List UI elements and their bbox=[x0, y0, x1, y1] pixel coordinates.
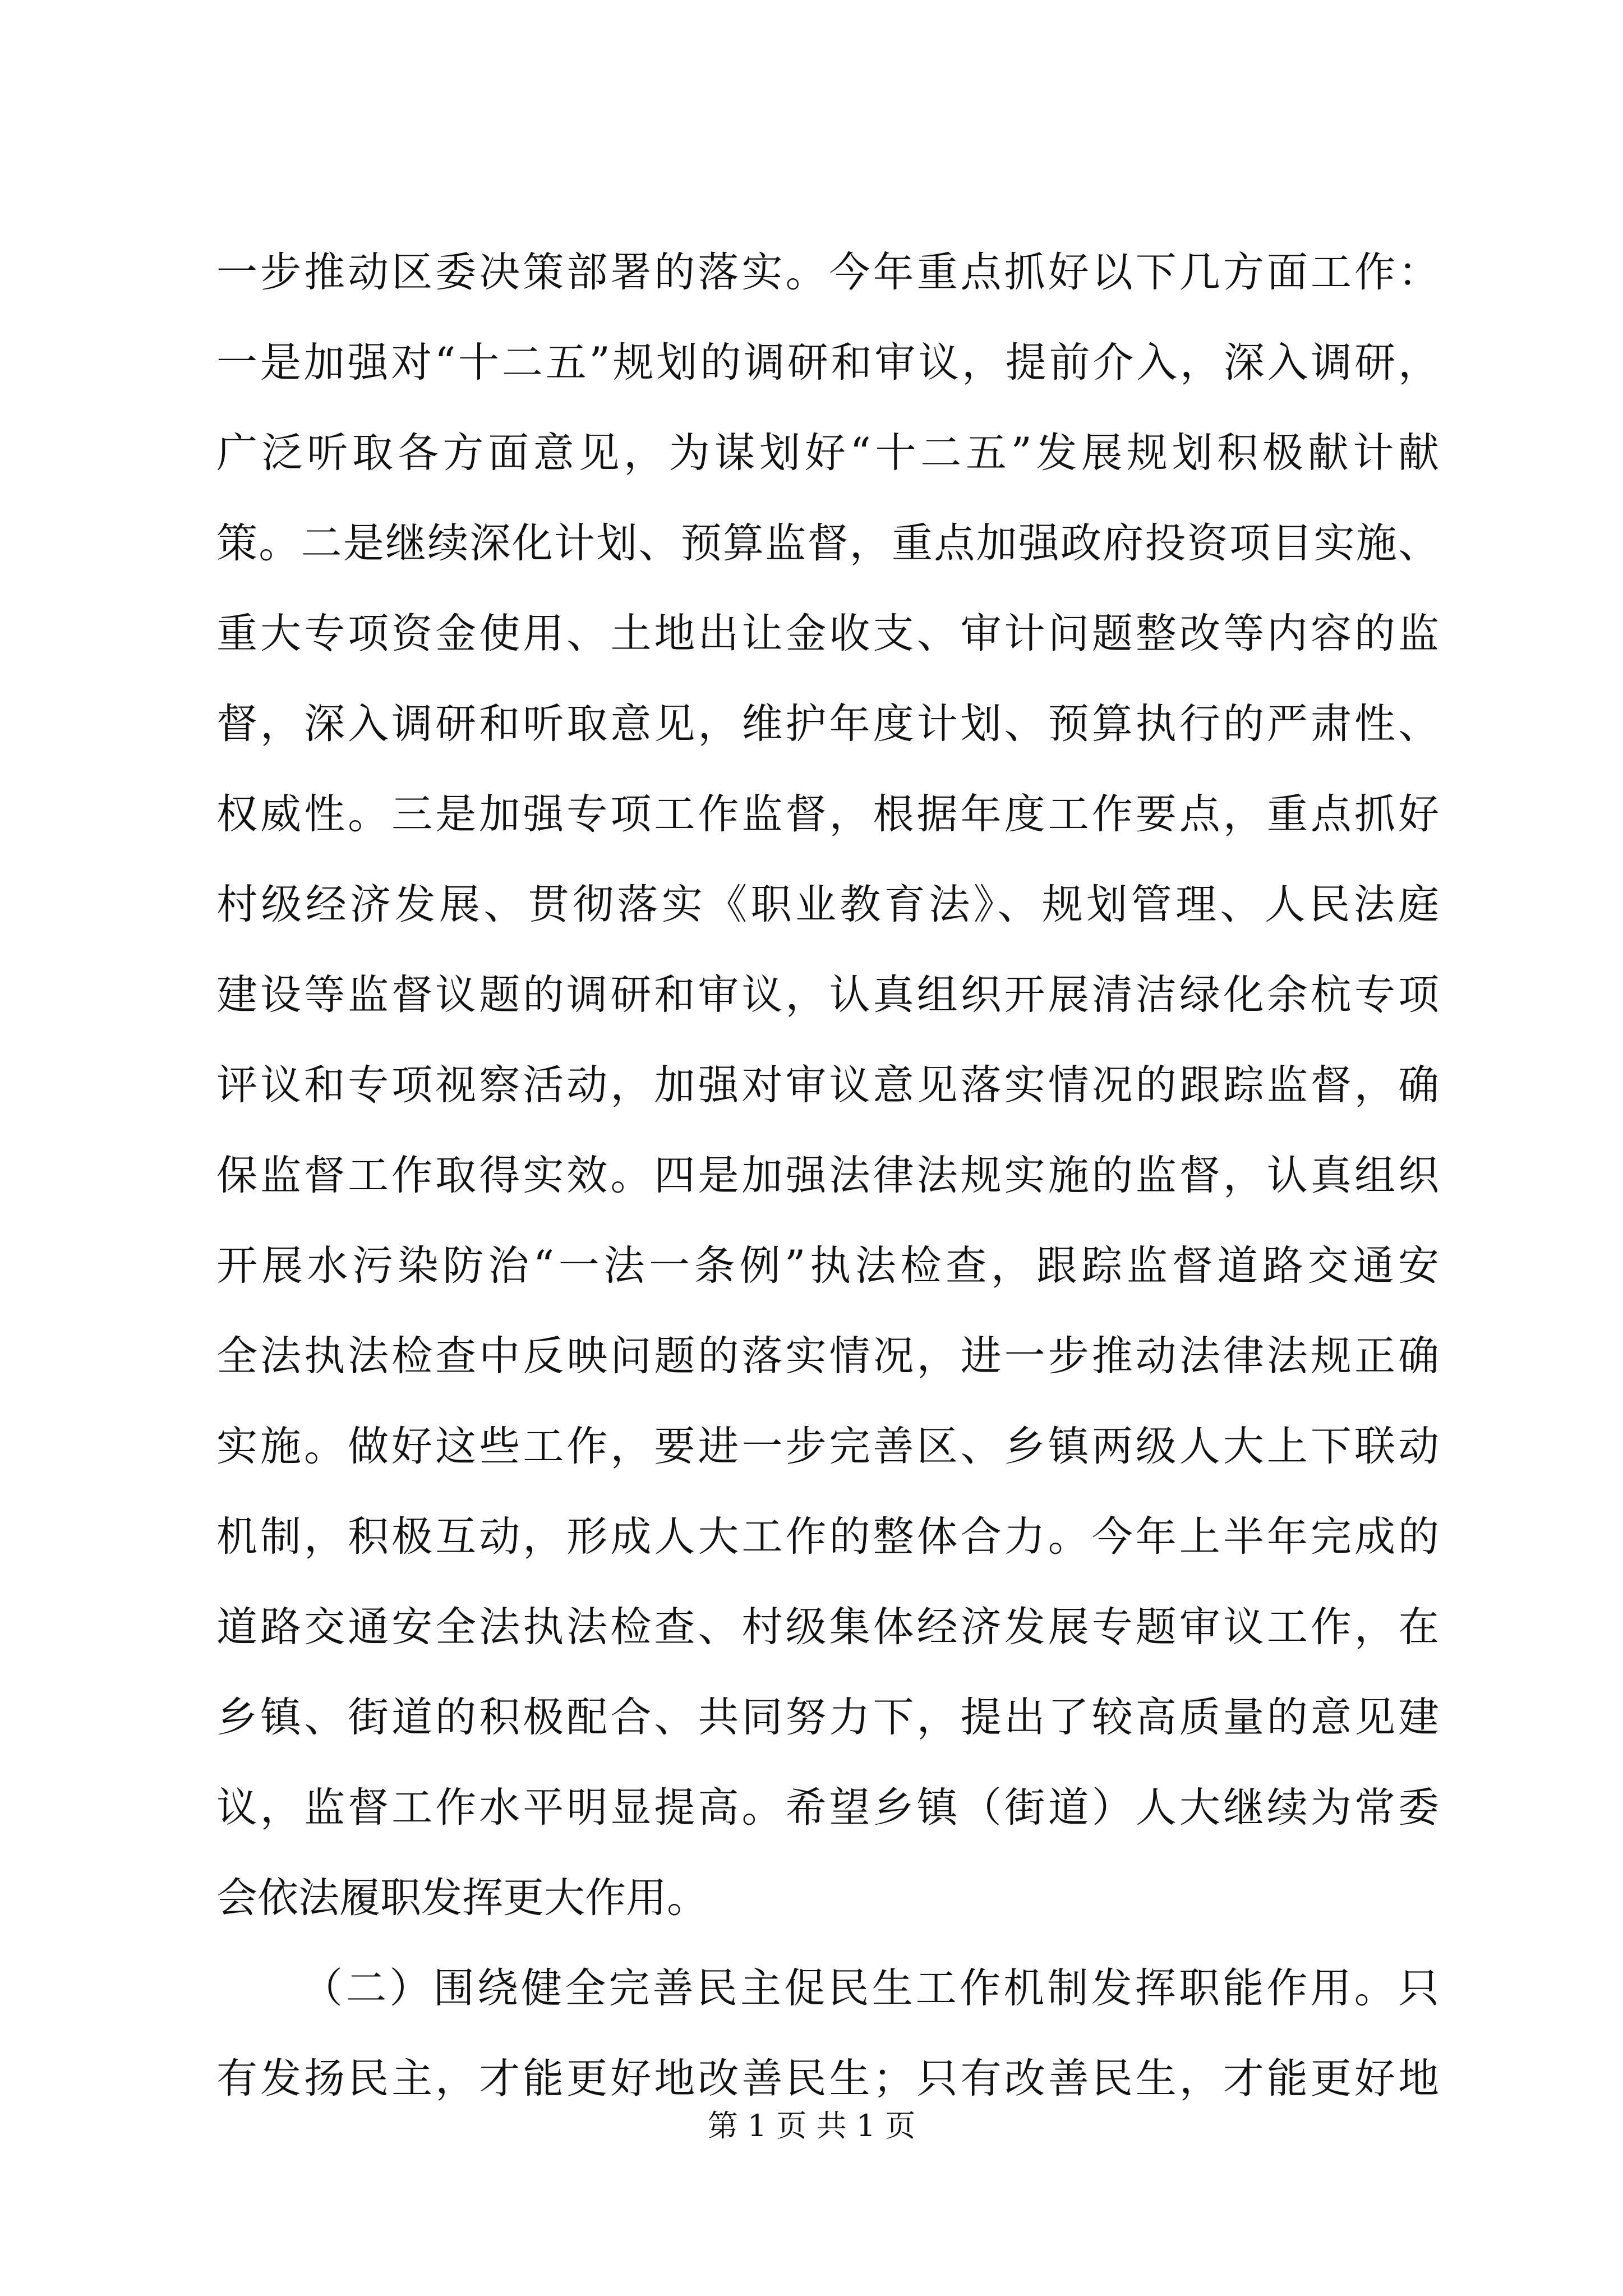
text-line: 建设等监督议题的调研和审议，认真组织开展清洁绿化余杭专项 bbox=[216, 971, 1439, 1019]
text-line: 督，深入调研和听取意见，维护年度计划、预算执行的严肃性、 bbox=[216, 700, 1439, 748]
text-line: 道路交通安全法执法检查、村级集体经济发展专题审议工作，在 bbox=[216, 1603, 1439, 1651]
text-line: 乡镇、街道的积极配合、共同努力下，提出了较高质量的意见建 bbox=[216, 1694, 1439, 1741]
text-line: 一步推动区委决策部署的落实。今年重点抓好以下几方面工作： bbox=[216, 249, 1439, 296]
text-line: 保监督工作取得实效。四是加强法律法规实施的监督，认真组织 bbox=[216, 1152, 1439, 1199]
text-line: 会依法履职发挥更大作用。 bbox=[216, 1874, 708, 1922]
text-line: 重大专项资金使用、土地出让金收支、审计问题整改等内容的监 bbox=[216, 610, 1439, 657]
text-line: 广泛听取各方面意见，为谋划好“十二五”发展规划积极献计献 bbox=[216, 429, 1439, 477]
text-line: 实施。做好这些工作，要进一步完善区、乡镇两级人大上下联动 bbox=[216, 1423, 1439, 1470]
text-line: 一是加强对“十二五”规划的调研和审议，提前介入，深入调研， bbox=[216, 339, 1439, 386]
text-line: 有发扬民主，才能更好地改善民生；只有改善民生，才能更好地 bbox=[216, 2055, 1439, 2102]
text-line: 评议和专项视察活动，加强对审议意见落实情况的跟踪监督，确 bbox=[216, 1061, 1439, 1109]
text-line: 村级经济发展、贯彻落实《职业教育法》、规划管理、人民法庭 bbox=[216, 881, 1439, 928]
text-line: 机制，积极互动，形成人大工作的整体合力。今年上半年完成的 bbox=[216, 1513, 1439, 1561]
text-line: 权威性。三是加强专项工作监督，根据年度工作要点，重点抓好 bbox=[216, 790, 1439, 838]
text-line: 全法执法检查中反映问题的落实情况，进一步推动法律法规正确 bbox=[216, 1332, 1439, 1380]
text-line: 开展水污染防治“一法一条例”执法检查，跟踪监督道路交通安 bbox=[216, 1242, 1439, 1290]
page-footer: 第 1 页 共 1 页 bbox=[707, 2108, 916, 2143]
section-heading-line: （二）围绕健全完善民主促民生工作机制发挥职能作用。只 bbox=[302, 1964, 1439, 2012]
text-line: 议，监督工作水平明显提高。希望乡镇（街道）人大继续为常委 bbox=[216, 1784, 1439, 1832]
body-text bbox=[216, 227, 1439, 2124]
text-line: 策。二是继续深化计划、预算监督，重点加强政府投资项目实施、 bbox=[216, 519, 1439, 567]
